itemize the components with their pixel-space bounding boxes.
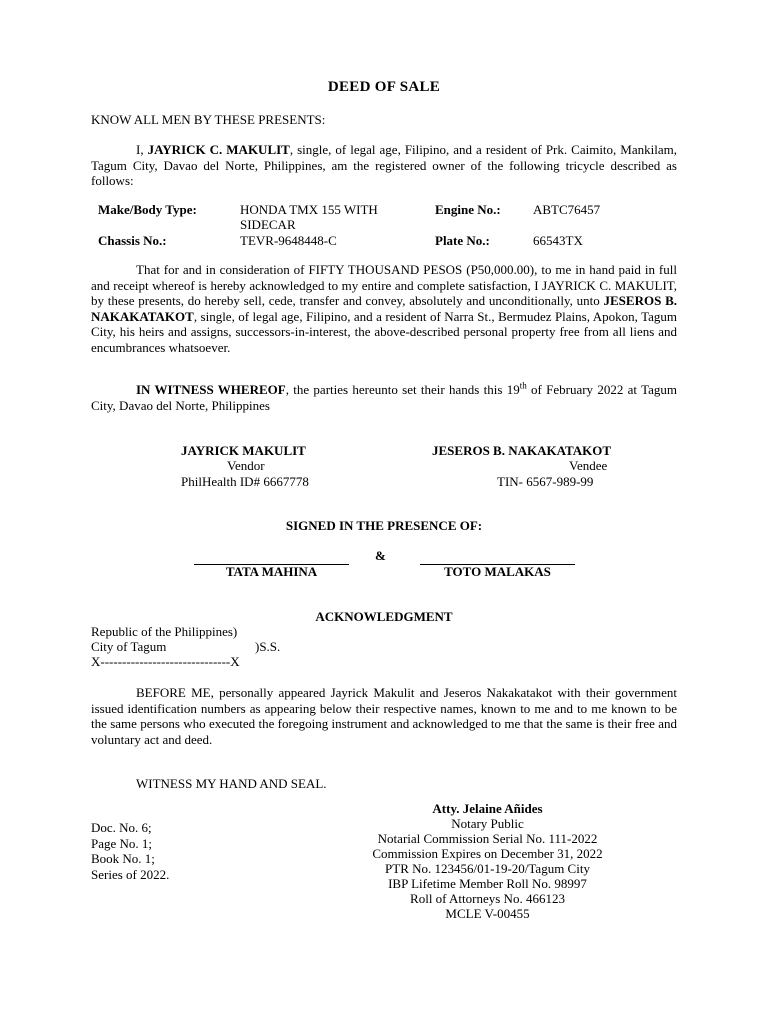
vendee-role: Vendee <box>569 458 608 473</box>
witness-ampersand: & <box>375 548 386 563</box>
p3-post: of February 2022 at Tagum City, Davao del Norte, Philippines <box>91 382 678 413</box>
make-value-line2: SIDECAR <box>240 217 296 232</box>
owner-paragraph <box>91 142 677 189</box>
notary-mcle: MCLE V-00455 <box>445 906 530 921</box>
book-number: Book No. 1; <box>91 851 155 866</box>
engine-value: ABTC76457 <box>533 202 601 217</box>
vendee-name-inline: JESEROS B. NAKAKATAKOT <box>91 293 677 324</box>
venue-line1: Republic of the Philippines) <box>91 624 238 639</box>
vendor-name: JAYRICK MAKULIT <box>181 443 306 458</box>
p2-post: , single, of legal age, Filipino, and a resident of Narra St., Bermudez Plains, Apokon, Tagum City, his heirs and assigns, successors-in-interest, the above-described personal property free from all liens and encumbrances whatsoever. <box>91 308 677 355</box>
witness-hand-seal: WITNESS MY HAND AND SEAL. <box>136 776 327 791</box>
vendee-id: TIN- 6567-989-99 <box>497 474 594 489</box>
plate-label: Plate No.: <box>435 233 490 248</box>
p1-post: , single, of legal age, Filipino, and a resident of Prk. Caimito, Mankilam, Tagum City, Davao del Norte, Philippines, am the registered owner of the following tricycle described as follows: <box>91 142 677 188</box>
page-number: Page No. 1; <box>91 835 153 851</box>
venue-line2-city: City of Tagum <box>91 639 167 654</box>
p3-mid: , the parties hereunto set their hands this 19 <box>285 382 520 397</box>
document-title: DEED OF SALE <box>327 79 441 95</box>
make-value-line1: HONDA TMX 155 WITH <box>240 202 378 217</box>
p1-pre: I, <box>136 142 148 157</box>
series-year: Series of 2022. <box>91 866 170 882</box>
notary-title: Notary Public <box>451 816 524 831</box>
notary-ptr: PTR No. 123456/01-19-20/Tagum City <box>385 861 590 876</box>
make-label: Make/Body Type: <box>98 202 197 217</box>
witness-whereof-lead: IN WITNESS WHEREOF <box>136 382 286 397</box>
witness1-name: TATA MAHINA <box>225 564 318 579</box>
p2-pre: That for and in consideration of FIFTY THOUSAND PESOS (P50,000.00), to me in hand paid in full and receipt whereof is hereby acknowledged to my entire and complete satisfaction, I JAYRICK C. MAKULIT, by these presents, do hereby sell, cede, transfer and convey, absolutely and unconditionally, unto <box>91 262 677 308</box>
vendor-role: Vendor <box>227 458 265 473</box>
venue-line3: X------------------------------X <box>91 654 240 669</box>
chassis-value: TEVR-9648448-C <box>240 233 337 248</box>
intro-line: KNOW ALL MEN BY THESE PRESENTS: <box>91 112 326 127</box>
acknowledgment-body: BEFORE ME, personally appeared Jayrick Makulit and Jeseros Nakakatakot with their government issued identification numbers as appearing below their respective names, known to me and to me known to be the same persons who executed the foregoing instrument and acknowledged to me that the same is their free and voluntary act and deed. <box>91 685 677 747</box>
chassis-label: Chassis No.: <box>98 233 167 248</box>
document-registry <box>91 820 169 882</box>
notary-ibp: IBP Lifetime Member Roll No. 98997 <box>388 876 587 891</box>
venue-line2-ss: )S.S. <box>255 639 281 654</box>
signed-in-presence: SIGNED IN THE PRESENCE OF: <box>285 518 483 533</box>
plate-value: 66543TX <box>533 233 583 248</box>
acknowledgment-title: ACKNOWLEDGMENT <box>315 609 453 624</box>
notary-commission-expiry: Commission Expires on December 31, 2022 <box>372 846 603 861</box>
owner-name: JAYRICK C. MAKULIT <box>147 142 290 157</box>
notary-commission-serial: Notarial Commission Serial No. 111-2022 <box>377 831 598 846</box>
date-ordinal: th <box>519 380 527 391</box>
vendee-name: JESEROS B. NAKAKATAKOT <box>432 443 612 458</box>
notary-name: Atty. Jelaine Añides <box>432 801 543 816</box>
witness2-name: TOTO MALAKAS <box>444 564 551 579</box>
doc-number: Doc. No. 6; <box>91 820 152 835</box>
consideration-paragraph <box>91 262 677 355</box>
witness-whereof-paragraph <box>91 382 677 413</box>
vendor-id: PhilHealth ID# 6667778 <box>181 474 309 489</box>
notary-roll: Roll of Attorneys No. 466123 <box>410 891 565 906</box>
engine-label: Engine No.: <box>435 202 501 217</box>
